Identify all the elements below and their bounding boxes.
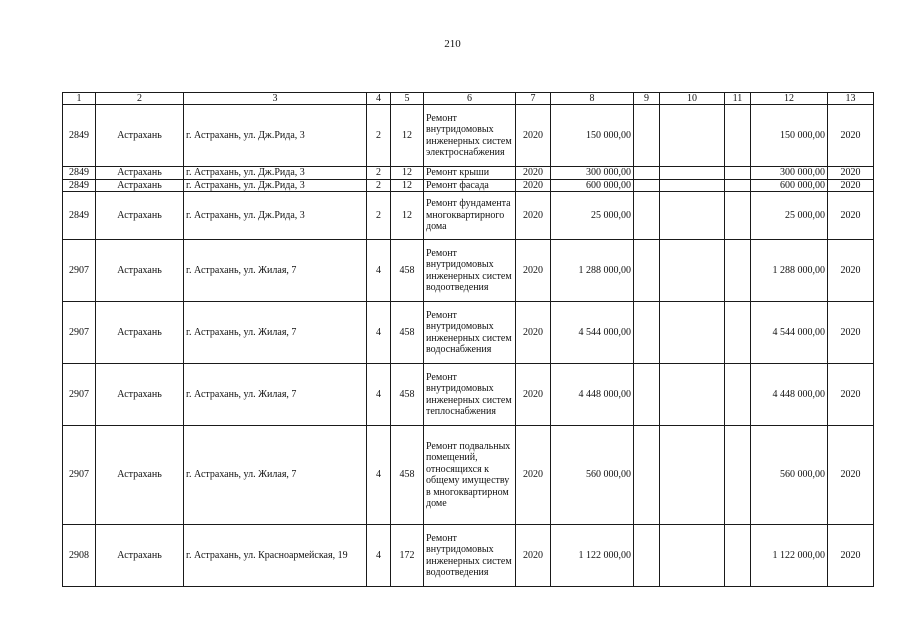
col11-cell <box>725 179 751 192</box>
total-cost-cell: 4 448 000,00 <box>751 364 828 426</box>
total-cost-cell: 150 000,00 <box>751 105 828 167</box>
column-header: 12 <box>751 93 828 105</box>
year-cell: 2020 <box>516 105 551 167</box>
floors-cell: 4 <box>367 302 391 364</box>
year-cell: 2020 <box>516 192 551 240</box>
table-row <box>63 426 874 525</box>
floors-cell: 4 <box>367 426 391 525</box>
table-row <box>63 302 874 364</box>
col11-cell <box>725 426 751 525</box>
work-type-cell: Ремонт подвальных помещений, относящихся к общему имуществу в многоквартирном доме <box>424 426 516 525</box>
cost-cell: 25 000,00 <box>551 192 634 240</box>
table-row <box>63 364 874 426</box>
floors-cell: 2 <box>367 105 391 167</box>
capital-repair-table <box>62 92 874 587</box>
record-id-cell: 2908 <box>63 525 96 587</box>
record-id-cell: 2907 <box>63 426 96 525</box>
year-cell: 2020 <box>516 167 551 180</box>
work-type-cell: Ремонт крыши <box>424 167 516 180</box>
col9-cell <box>634 525 660 587</box>
completion-year-cell: 2020 <box>828 426 874 525</box>
total-cost-cell: 560 000,00 <box>751 426 828 525</box>
total-cost-cell: 4 544 000,00 <box>751 302 828 364</box>
year-cell: 2020 <box>516 302 551 364</box>
col9-cell <box>634 426 660 525</box>
cost-cell: 4 448 000,00 <box>551 364 634 426</box>
column-header: 9 <box>634 93 660 105</box>
floors-cell: 4 <box>367 525 391 587</box>
completion-year-cell: 2020 <box>828 240 874 302</box>
column-header: 1 <box>63 93 96 105</box>
col9-cell <box>634 302 660 364</box>
col9-cell <box>634 192 660 240</box>
completion-year-cell: 2020 <box>828 302 874 364</box>
area-cell: 12 <box>391 167 424 180</box>
col10-cell <box>660 364 725 426</box>
cost-cell: 1 288 000,00 <box>551 240 634 302</box>
record-id-cell: 2907 <box>63 240 96 302</box>
cost-cell: 560 000,00 <box>551 426 634 525</box>
col11-cell <box>725 302 751 364</box>
col10-cell <box>660 525 725 587</box>
work-type-cell: Ремонт внутридомовых инженерных систем электроснабжения <box>424 105 516 167</box>
area-cell: 458 <box>391 364 424 426</box>
column-header: 5 <box>391 93 424 105</box>
table-body <box>63 93 874 587</box>
column-header: 2 <box>96 93 184 105</box>
address-cell: г. Астрахань, ул. Жилая, 7 <box>184 302 367 364</box>
completion-year-cell: 2020 <box>828 192 874 240</box>
column-header: 13 <box>828 93 874 105</box>
col10-cell <box>660 167 725 180</box>
column-number-row <box>63 93 874 105</box>
completion-year-cell: 2020 <box>828 179 874 192</box>
floors-cell: 4 <box>367 364 391 426</box>
column-header: 6 <box>424 93 516 105</box>
completion-year-cell: 2020 <box>828 525 874 587</box>
work-type-cell: Ремонт фундамента многоквартирного дома <box>424 192 516 240</box>
col9-cell <box>634 240 660 302</box>
total-cost-cell: 600 000,00 <box>751 179 828 192</box>
municipality-cell: Астрахань <box>96 525 184 587</box>
completion-year-cell: 2020 <box>828 105 874 167</box>
col11-cell <box>725 240 751 302</box>
col9-cell <box>634 105 660 167</box>
area-cell: 12 <box>391 192 424 240</box>
col10-cell <box>660 240 725 302</box>
record-id-cell: 2849 <box>63 192 96 240</box>
table-row <box>63 240 874 302</box>
cost-cell: 4 544 000,00 <box>551 302 634 364</box>
area-cell: 458 <box>391 426 424 525</box>
address-cell: г. Астрахань, ул. Жилая, 7 <box>184 426 367 525</box>
column-header: 4 <box>367 93 391 105</box>
table-row <box>63 179 874 192</box>
col11-cell <box>725 105 751 167</box>
col10-cell <box>660 192 725 240</box>
total-cost-cell: 300 000,00 <box>751 167 828 180</box>
table-row <box>63 525 874 587</box>
area-cell: 458 <box>391 240 424 302</box>
col11-cell <box>725 167 751 180</box>
year-cell: 2020 <box>516 179 551 192</box>
completion-year-cell: 2020 <box>828 167 874 180</box>
year-cell: 2020 <box>516 426 551 525</box>
year-cell: 2020 <box>516 364 551 426</box>
municipality-cell: Астрахань <box>96 302 184 364</box>
address-cell: г. Астрахань, ул. Жилая, 7 <box>184 364 367 426</box>
floors-cell: 2 <box>367 167 391 180</box>
address-cell: г. Астрахань, ул. Дж.Рида, 3 <box>184 167 367 180</box>
work-type-cell: Ремонт внутридомовых инженерных систем водоотведения <box>424 240 516 302</box>
total-cost-cell: 1 122 000,00 <box>751 525 828 587</box>
cost-cell: 300 000,00 <box>551 167 634 180</box>
municipality-cell: Астрахань <box>96 240 184 302</box>
municipality-cell: Астрахань <box>96 192 184 240</box>
col10-cell <box>660 426 725 525</box>
record-id-cell: 2849 <box>63 167 96 180</box>
address-cell: г. Астрахань, ул. Красноармейская, 19 <box>184 525 367 587</box>
municipality-cell: Астрахань <box>96 179 184 192</box>
record-id-cell: 2849 <box>63 179 96 192</box>
cost-cell: 600 000,00 <box>551 179 634 192</box>
municipality-cell: Астрахань <box>96 364 184 426</box>
cost-cell: 1 122 000,00 <box>551 525 634 587</box>
work-type-cell: Ремонт внутридомовых инженерных систем водоотведения <box>424 525 516 587</box>
table-row <box>63 105 874 167</box>
year-cell: 2020 <box>516 240 551 302</box>
column-header: 10 <box>660 93 725 105</box>
column-header: 8 <box>551 93 634 105</box>
column-header: 3 <box>184 93 367 105</box>
column-header: 11 <box>725 93 751 105</box>
cost-cell: 150 000,00 <box>551 105 634 167</box>
col10-cell <box>660 302 725 364</box>
total-cost-cell: 1 288 000,00 <box>751 240 828 302</box>
year-cell: 2020 <box>516 525 551 587</box>
address-cell: г. Астрахань, ул. Дж.Рида, 3 <box>184 179 367 192</box>
area-cell: 12 <box>391 179 424 192</box>
col9-cell <box>634 179 660 192</box>
col11-cell <box>725 364 751 426</box>
area-cell: 12 <box>391 105 424 167</box>
area-cell: 172 <box>391 525 424 587</box>
table-row <box>63 192 874 240</box>
work-type-cell: Ремонт внутридомовых инженерных систем водоснабжения <box>424 302 516 364</box>
municipality-cell: Астрахань <box>96 105 184 167</box>
col11-cell <box>725 525 751 587</box>
column-header: 7 <box>516 93 551 105</box>
col11-cell <box>725 192 751 240</box>
total-cost-cell: 25 000,00 <box>751 192 828 240</box>
col9-cell <box>634 364 660 426</box>
page-number: 210 <box>444 38 461 50</box>
col9-cell <box>634 167 660 180</box>
record-id-cell: 2849 <box>63 105 96 167</box>
floors-cell: 4 <box>367 240 391 302</box>
work-type-cell: Ремонт фасада <box>424 179 516 192</box>
area-cell: 458 <box>391 302 424 364</box>
floors-cell: 2 <box>367 179 391 192</box>
record-id-cell: 2907 <box>63 364 96 426</box>
address-cell: г. Астрахань, ул. Дж.Рида, 3 <box>184 192 367 240</box>
municipality-cell: Астрахань <box>96 426 184 525</box>
record-id-cell: 2907 <box>63 302 96 364</box>
completion-year-cell: 2020 <box>828 364 874 426</box>
col10-cell <box>660 179 725 192</box>
address-cell: г. Астрахань, ул. Жилая, 7 <box>184 240 367 302</box>
municipality-cell: Астрахань <box>96 167 184 180</box>
floors-cell: 2 <box>367 192 391 240</box>
work-type-cell: Ремонт внутридомовых инженерных систем теплоснабжения <box>424 364 516 426</box>
address-cell: г. Астрахань, ул. Дж.Рида, 3 <box>184 105 367 167</box>
table-row <box>63 167 874 180</box>
col10-cell <box>660 105 725 167</box>
